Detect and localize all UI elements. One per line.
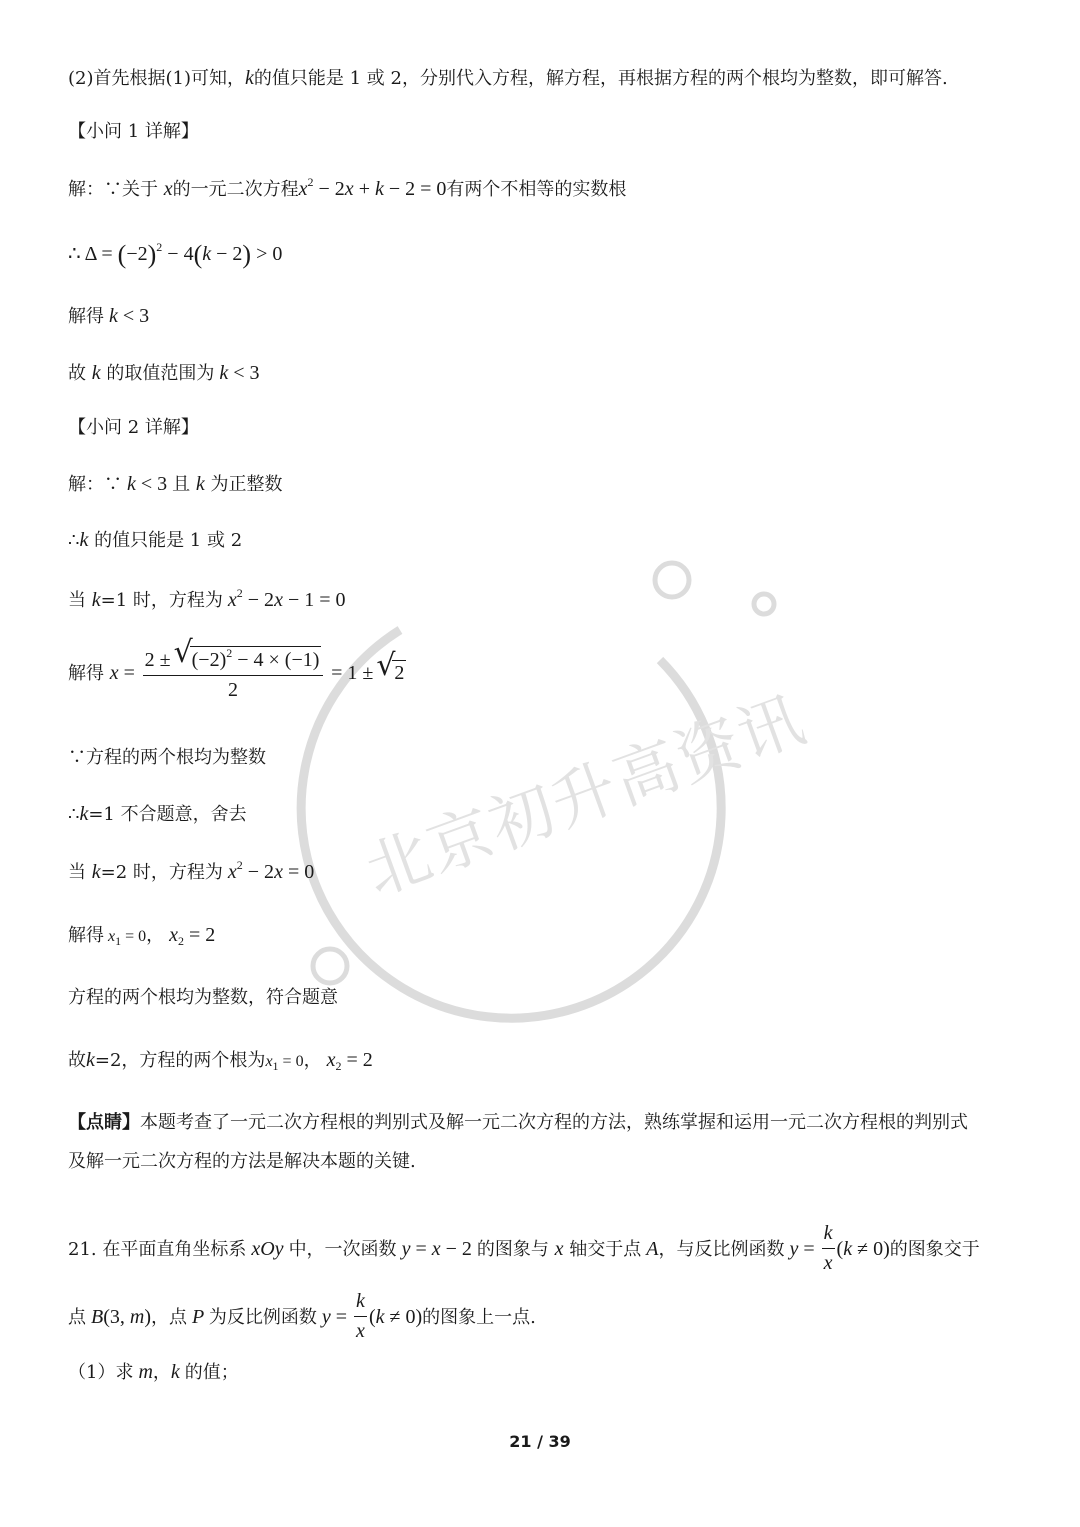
solution-line: ∵方程的两个根均为整数: [68, 747, 266, 768]
watermark-dot: [655, 563, 689, 597]
solution-line: 解：∵ k < 3 且 k 为正整数: [68, 473, 283, 495]
watermark-text: 北京初升高资讯: [356, 682, 816, 911]
section-heading-1: 【小问 1 详解】: [68, 121, 199, 142]
solution-line: 故 k 的取值范围为 k < 3: [68, 362, 260, 384]
watermark-dot: [313, 949, 347, 983]
section-heading-2: 【小问 2 详解】: [68, 417, 199, 438]
remark-tag: 【点睛】: [68, 1112, 140, 1133]
solution-line: 当 k=2 时，方程为 $x^2 - 2x = 0$: [68, 858, 315, 883]
solution-line: ∴k=1 不合题意，舍去: [68, 803, 247, 825]
solution-line: 解得 k < 3: [68, 305, 150, 327]
solution-line: ∴k 的值只能是 1 或 2: [68, 529, 243, 551]
question-21-part-1: （1）求 m，k 的值；: [68, 1361, 239, 1383]
solution-line: 当 k=1 时，方程为 $x^2 - 2x - 1 = 0$: [68, 586, 346, 611]
remark-line: 及解一元二次方程的方法是解决本题的关键.: [68, 1151, 416, 1172]
roots-line: 解得 $x_1 = 0$， $x_2 = 2$: [68, 924, 216, 948]
remark-line: 【点睛】本题考查了一元二次方程根的判别式及解一元二次方程的方法，熟练掌握和运用一元二次方程根的判别式: [68, 1112, 968, 1133]
conclusion-line: 故k=2，方程的两个根为$x_1 = 0$， $x_2 = 2$: [68, 1049, 373, 1073]
page-number: 21 / 39: [509, 1432, 571, 1451]
formula-line: 解得 x = $\frac{2 \pm √ (-2)^2 - 4 \times (-1)}{2}$ = 1 ± √ 2: [68, 646, 406, 702]
discriminant-line: ∴ $\Delta = (-2)^2 - 4(k - 2) > 0$: [68, 240, 283, 269]
watermark-dot: [754, 594, 774, 614]
solution-line: 方程的两个根均为整数，符合题意: [68, 987, 338, 1008]
quadratic-formula-fraction: $\frac{2 \pm √ (-2)^2 - 4 \times (-1)}{2}$: [143, 646, 324, 702]
solution-line: 解：∵关于 x的一元二次方程$x^2 - 2x + k - 2 = 0$有两个不相等的实数根: [68, 175, 627, 200]
question-21-line-2: 点 B(3, m)，点 P 为反比例函数 y = $\frac{k}{x}$ (k ≠ 0)的图象上一点.: [68, 1290, 536, 1342]
question-21-line-1: 21. 在平面直角坐标系 xOy 中，一次函数 y = x − 2 的图象与 x 轴交于点 A，与反比例函数 y = $\frac{k}{x}$ (k ≠ 0)的图象交于: [68, 1222, 980, 1274]
hint-line: (2)首先根据(1)可知，k的值只能是 1 或 2，分别代入方程，解方程，再根据方程的两个根均为整数，即可解答.: [68, 67, 948, 89]
